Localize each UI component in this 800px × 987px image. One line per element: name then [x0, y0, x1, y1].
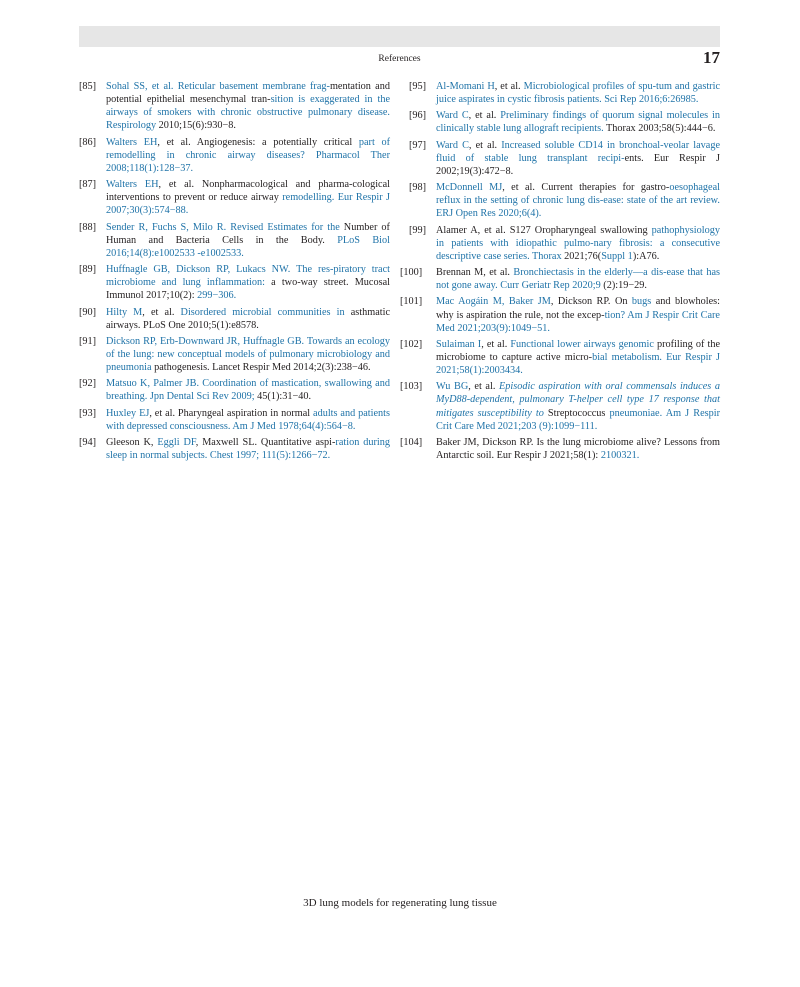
reference-link[interactable]: adults and patients with depressed consciousness. Am J Med 1978;64(4):564−8. — [106, 407, 390, 432]
reference-item — [79, 306, 390, 332]
reference-link[interactable]: Ward C — [436, 110, 469, 122]
reference-text: , et al. Current therapies for gastro- — [502, 182, 670, 194]
running-header — [79, 48, 720, 70]
reference-item — [79, 335, 390, 374]
reference-text: 2010;15(6):930−8. — [156, 120, 236, 132]
reference-item — [79, 178, 390, 217]
reference-link[interactable]: 2100321. — [600, 450, 640, 462]
reference-link[interactable]: Episodic aspiration with oral commensals induces a MyD88-dependent, pulmonary T-helper cell type 17 response that mitigates susceptibility to — [436, 381, 720, 419]
reference-link[interactable]: Mac Aogáin M, Baker JM — [436, 296, 551, 308]
reference-text: , et al. Angiogenesis: a potentially critical — [157, 136, 359, 148]
reference-link[interactable]: remodelling. Eur Respir J 2007;30(3):574−88. — [106, 192, 391, 217]
reference-link[interactable]: Disordered microbial communities in — [180, 306, 345, 318]
book-title-footer: 3D lung models for regenerating lung tissue — [303, 897, 497, 909]
reference-link[interactable]: bugs — [631, 296, 652, 308]
reference-text: (2):19−29. — [600, 280, 647, 292]
reference-text: pathogenesis. Lancet Respir Med 2014;2(3):238−46. — [151, 362, 371, 374]
reference-item — [400, 295, 720, 334]
reference-text: asthmatic airways. PLoS One 2010;5(1):e8578. — [106, 306, 391, 331]
reference-item — [79, 221, 390, 260]
reference-item — [409, 80, 720, 106]
reference-text: , et al. — [468, 110, 501, 122]
reference-number: [104] — [400, 436, 423, 448]
reference-number: [102] — [400, 338, 423, 350]
reference-number: [97] — [409, 139, 427, 151]
reference-text: Alamer A, et al. S127 Oropharyngeal swallowing — [436, 224, 652, 236]
reference-link[interactable]: pathophysiology in patients with idiopathic pulmo-nary fibrosis: a consecutive descriptive case series. Thorax — [436, 224, 720, 262]
top-bar — [79, 26, 720, 47]
reference-text: , et al. — [142, 306, 181, 318]
reference-number: [96] — [409, 110, 427, 122]
reference-item — [409, 224, 720, 263]
reference-link[interactable]: Al-Momani H — [436, 81, 495, 92]
reference-text: 2021;76( — [561, 250, 602, 262]
reference-number: [89] — [79, 264, 97, 276]
reference-link[interactable]: Huxley EJ — [106, 407, 150, 419]
reference-text: , et al. — [468, 381, 500, 393]
references-column-right — [400, 80, 721, 465]
reference-number: [90] — [79, 306, 97, 318]
reference-text: Streptococcus — [543, 407, 610, 419]
reference-link[interactable]: PLoS Biol 2016;14(8):e1002533 -e1002533. — [106, 234, 390, 259]
reference-link[interactable]: Hilty M — [106, 306, 143, 318]
reference-item — [79, 377, 390, 403]
reference-text: mentation and potential epithelial mesenchymal tran- — [106, 81, 390, 106]
reference-number: [98] — [409, 182, 427, 194]
reference-number: [100] — [400, 267, 423, 279]
reference-item — [409, 181, 720, 220]
reference-number: [101] — [400, 296, 423, 308]
reference-text: , Dickson RP. On — [550, 296, 632, 308]
reference-text: , et al. — [481, 338, 511, 350]
reference-link[interactable]: Preliminary findings of quorum signal molecules in clinically stable lung allograft recipients. — [436, 110, 720, 135]
reference-item — [400, 380, 720, 433]
reference-item — [400, 338, 721, 377]
reference-link[interactable]: Suppl 1 — [601, 250, 633, 262]
reference-link[interactable]: Eggli DF — [157, 436, 196, 448]
reference-text: , Maxwell SL. Quantitative aspi- — [195, 436, 336, 448]
reference-number: [86] — [79, 136, 97, 148]
reference-text: , et al. Nonpharmacological and pharma-cological interventions to prevent or reduce airway — [106, 179, 390, 204]
reference-item — [409, 139, 720, 178]
reference-item — [79, 263, 390, 302]
reference-link[interactable]: 299−306. — [197, 290, 237, 302]
reference-link[interactable]: Functional lower airways genomic — [510, 338, 654, 350]
reference-number: [92] — [79, 378, 97, 390]
reference-text: ):A76. — [632, 250, 660, 262]
reference-link[interactable]: Bronchiectasis in the elderly—a dis-ease that has not gone away. Curr Geriatr Rep 2020;9 — [436, 267, 720, 292]
reference-number: [99] — [409, 224, 427, 236]
reference-number: [93] — [79, 407, 97, 419]
reference-link[interactable]: bial metabolism. Eur Respir J 2021;58(1):2003434. — [436, 351, 721, 377]
reference-link[interactable]: Huffnagle GB, Dickson RP, Lukacs NW. The res-piratory tract microbiome and lung inflammation: — [106, 264, 390, 289]
section-title: References — [378, 54, 421, 64]
reference-text: Gleeson K, — [106, 436, 158, 448]
reference-number: [88] — [79, 221, 97, 233]
reference-number: [94] — [79, 436, 97, 448]
reference-link[interactable]: Sohal SS, et al. Reticular basement membrane frag- — [106, 81, 330, 92]
reference-item — [409, 109, 720, 135]
reference-item — [79, 136, 390, 175]
reference-text: , et al. Pharyngeal aspiration in normal — [149, 407, 314, 419]
references-column-left — [79, 80, 390, 465]
reference-link[interactable]: pneumoniae. Am J Respir Crit Care Med 2021;203 (9):1099−111. — [436, 407, 720, 432]
reference-link[interactable]: Matsuo K, Palmer JB. Coordination of mastication, swallowing and breathing. Jpn Dental Sci Rev 2009; — [106, 378, 390, 403]
reference-text: a two-way street. Mucosal Immunol 2017;10(2): — [106, 277, 390, 302]
reference-link[interactable]: Walters EH — [106, 179, 159, 191]
reference-link[interactable]: Dickson RP, Erb-Downward JR, Huffnagle GB. Towards an ecology of the lung: new conceptual models of pulmonary microbiology and pneumonia — [106, 335, 390, 374]
reference-number: [87] — [79, 179, 97, 191]
reference-link[interactable]: Increased soluble CD14 in bronchoal-veolar lavage fluid of stable lung transplant recipi- — [436, 139, 721, 164]
reference-number: [103] — [400, 381, 423, 393]
reference-item — [79, 436, 390, 462]
reference-link[interactable]: ration during sleep in normal subjects. Chest 1997; 111(5):1266−72. — [106, 436, 390, 462]
reference-link[interactable]: Sender R, Fuchs S, Milo R. Revised Estimates for the — [106, 221, 340, 233]
reference-text: profiling of the microbiome to capture active micro- — [436, 338, 720, 363]
reference-number: [85] — [79, 81, 97, 92]
reference-number: [95] — [409, 81, 427, 92]
reference-number: [91] — [79, 335, 97, 347]
page-number: 17 — [703, 48, 720, 67]
reference-link[interactable]: Ward C — [436, 139, 469, 151]
reference-text: , et al. — [468, 139, 502, 151]
reference-link[interactable]: oesophageal reflux in the setting of chronic lung dis-ease: state of the art review. ERJ Open Res 2020;6(4). — [436, 182, 720, 220]
reference-text: , et al. — [494, 81, 524, 92]
reference-text: Number of Human and Bacteria Cells in the Body. — [106, 221, 390, 246]
reference-link[interactable]: Sulaiman I — [436, 338, 482, 350]
reference-text: ents. Eur Respir J 2002;19(3):472−8. — [436, 152, 720, 177]
reference-item — [400, 266, 720, 292]
reference-text: Brennan M, et al. — [436, 267, 514, 279]
reference-link[interactable]: Wu BG — [436, 381, 469, 393]
reference-item — [79, 80, 390, 133]
reference-item — [400, 436, 720, 462]
reference-link[interactable]: Microbiological profiles of spu-tum and gastric juice aspirates in cystic fibrosis patients. Sci Rep 2016;6:26985. — [436, 81, 720, 106]
reference-text: and blowholes: why is aspiration the rule, not the excep- — [436, 296, 720, 321]
reference-link[interactable]: McDonnell MJ — [436, 182, 503, 194]
reference-link[interactable]: Walters EH — [106, 136, 158, 148]
reference-link[interactable]: tion? Am J Respir Crit Care Med 2021;203(9):1049−51. — [436, 309, 720, 334]
reference-link[interactable]: sition is exaggerated in the airways of smokers with chronic obstructive pulmonary disease. Respirology — [106, 94, 390, 132]
reference-text: 45(1):31−40. — [254, 391, 312, 403]
reference-text: Baker JM, Dickson RP. Is the lung microbiome alive? Lessons from Antarctic soil. Eur Respir J 2021;58(1): — [436, 436, 720, 462]
reference-text: Thorax 2003;58(5):444−6. — [603, 123, 716, 135]
reference-link[interactable]: part of remodelling in chronic airway diseases? Pharmacol Ther 2008;118(1):128−37. — [106, 136, 391, 174]
reference-item — [79, 407, 390, 433]
